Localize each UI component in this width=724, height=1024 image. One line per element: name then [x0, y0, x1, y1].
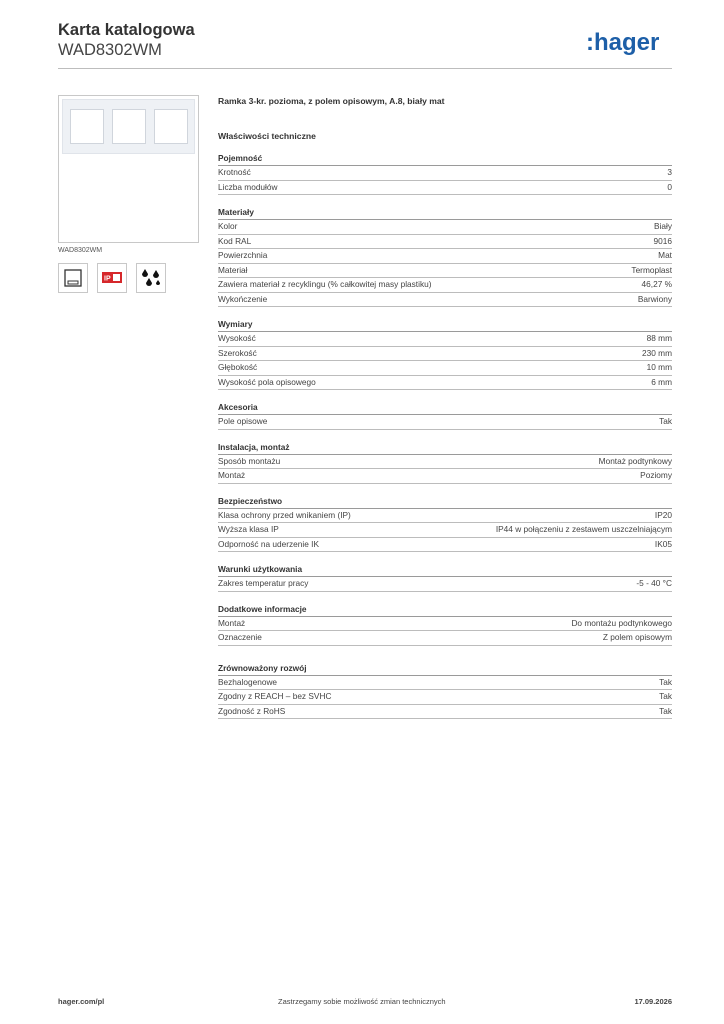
- frame-opening: [112, 109, 146, 144]
- property-row: [218, 361, 672, 376]
- ip-rating-icon: [97, 263, 127, 293]
- product-code: WAD8302WM: [58, 41, 162, 59]
- property-row: [218, 455, 672, 470]
- property-label: Wykończenie: [218, 293, 268, 304]
- footer-disclaimer: Zastrzegamy sobie możliwość zmian technicznych: [278, 997, 446, 1006]
- property-value: Do montażu podtynkowego: [571, 617, 672, 628]
- hager-logo: [586, 28, 672, 56]
- group-title: Instalacja, montaż: [218, 441, 672, 455]
- property-label: Klasa ochrony przed wnikaniem (IP): [218, 509, 351, 520]
- property-row: [218, 181, 672, 196]
- property-value: -5 - 40 °C: [636, 578, 672, 588]
- property-group: [218, 495, 672, 553]
- property-row: [218, 235, 672, 250]
- property-value: Barwiony: [637, 293, 672, 304]
- property-label: Montaż: [218, 470, 246, 480]
- product-media: [58, 95, 199, 293]
- property-value: Biały: [654, 221, 672, 231]
- property-row: [218, 278, 672, 293]
- group-title: Dodatkowe informacje: [218, 603, 672, 617]
- feature-icons: [58, 263, 199, 293]
- property-label: Głębokość: [218, 362, 258, 372]
- property-label: Zawiera materiał z recyklingu (% całkowitej masy plastiku): [218, 279, 432, 289]
- footer-website: hager.com/pl: [58, 997, 105, 1006]
- property-row: [218, 469, 672, 484]
- property-label: Zgodność z RoHS: [218, 705, 286, 716]
- property-value: 6 mm: [651, 376, 672, 387]
- property-row: [218, 509, 672, 524]
- product-description: Ramka 3-kr. pozioma, z polem opisowym, A.8, biały mat: [218, 96, 445, 106]
- property-value: 46,27 %: [641, 279, 672, 289]
- property-row: [218, 676, 672, 691]
- page-header: [58, 20, 672, 70]
- property-value: Tak: [659, 691, 672, 701]
- property-value: 0: [667, 181, 672, 192]
- section-title: Właściwości techniczne: [218, 131, 316, 141]
- property-row: [218, 220, 672, 235]
- property-row: [218, 293, 672, 308]
- property-value: Termoplast: [631, 264, 672, 275]
- property-group: [218, 662, 672, 720]
- property-value: Poziomy: [640, 470, 672, 480]
- property-group: [218, 401, 672, 430]
- group-title: Pojemność: [218, 152, 672, 166]
- property-label: Bezhalogenowe: [218, 676, 278, 687]
- water-drops-icon: [136, 263, 166, 293]
- property-label: Zakres temperatur pracy: [218, 578, 309, 588]
- property-value: 3: [667, 167, 672, 177]
- property-label: Odporność na uderzenie IK: [218, 538, 320, 549]
- property-row: [218, 249, 672, 264]
- property-row: [218, 347, 672, 362]
- property-label: Zgodny z REACH – bez SVHC: [218, 691, 332, 701]
- property-row: [218, 523, 672, 538]
- property-group: [218, 441, 672, 484]
- property-label: Sposób montażu: [218, 455, 281, 466]
- property-group: [218, 563, 672, 592]
- property-label: Oznaczenie: [218, 632, 262, 642]
- property-row: [218, 690, 672, 705]
- label-field-icon: [58, 263, 88, 293]
- property-value: Tak: [659, 705, 672, 716]
- page-footer: [58, 997, 672, 1011]
- property-label: Powierzchnia: [218, 250, 268, 260]
- property-label: Liczba modułów: [218, 181, 278, 192]
- property-value: Z polem opisowym: [602, 632, 672, 642]
- property-label: Wysokość pola opisowego: [218, 376, 316, 387]
- property-row: [218, 166, 672, 181]
- property-label: Materiał: [218, 264, 248, 275]
- property-value: 10 mm: [646, 362, 672, 372]
- property-value: IP44 w połączeniu z zestawem uszczelniającym: [495, 524, 672, 534]
- property-label: Montaż: [218, 617, 246, 628]
- property-value: Montaż podtynkowy: [598, 455, 672, 466]
- property-value: IP20: [654, 509, 672, 520]
- property-row: [218, 705, 672, 720]
- document-title: Karta katalogowa: [58, 21, 195, 39]
- property-row: [218, 376, 672, 391]
- property-row: [218, 631, 672, 646]
- property-row: [218, 577, 672, 592]
- property-value: Mat: [658, 250, 672, 260]
- property-group: [218, 152, 672, 195]
- group-title: Akcesoria: [218, 401, 672, 415]
- property-row: [218, 617, 672, 632]
- property-value: 88 mm: [646, 333, 672, 343]
- ip-badge-text: IP: [104, 275, 111, 283]
- image-caption: WAD8302WM: [58, 247, 103, 254]
- property-row: [218, 332, 672, 347]
- group-title: Warunki użytkowania: [218, 563, 672, 577]
- group-title: Bezpieczeństwo: [218, 495, 672, 509]
- footer-date: 17.09.2026: [634, 997, 672, 1006]
- property-value: Tak: [659, 416, 672, 426]
- product-image: [58, 95, 199, 243]
- property-value: 230 mm: [642, 347, 672, 358]
- property-value: 9016: [653, 235, 672, 246]
- property-label: Pole opisowe: [218, 416, 268, 426]
- property-label: Kolor: [218, 221, 238, 231]
- property-groups: [218, 152, 672, 719]
- property-value: Tak: [659, 676, 672, 687]
- property-row: [218, 264, 672, 279]
- property-row: [218, 538, 672, 553]
- property-row: [218, 415, 672, 430]
- property-group: [218, 318, 672, 390]
- group-title: Zrównoważony rozwój: [218, 662, 672, 676]
- property-value: IK05: [654, 538, 672, 549]
- header-divider: [58, 68, 672, 69]
- frame-opening: [70, 109, 104, 144]
- frame-opening: [154, 109, 188, 144]
- frame-illustration: [62, 99, 195, 154]
- property-group: [218, 206, 672, 307]
- property-label: Wysokość: [218, 333, 256, 343]
- property-label: Wyższa klasa IP: [218, 524, 279, 534]
- hager-logo-text: :hager: [586, 29, 660, 56]
- property-group: [218, 603, 672, 646]
- property-label: Krotność: [218, 167, 251, 177]
- group-title: Materiały: [218, 206, 672, 220]
- technical-sheet: [218, 95, 672, 730]
- group-title: Wymiary: [218, 318, 672, 332]
- property-label: Kod RAL: [218, 235, 252, 246]
- property-label: Szerokość: [218, 347, 257, 358]
